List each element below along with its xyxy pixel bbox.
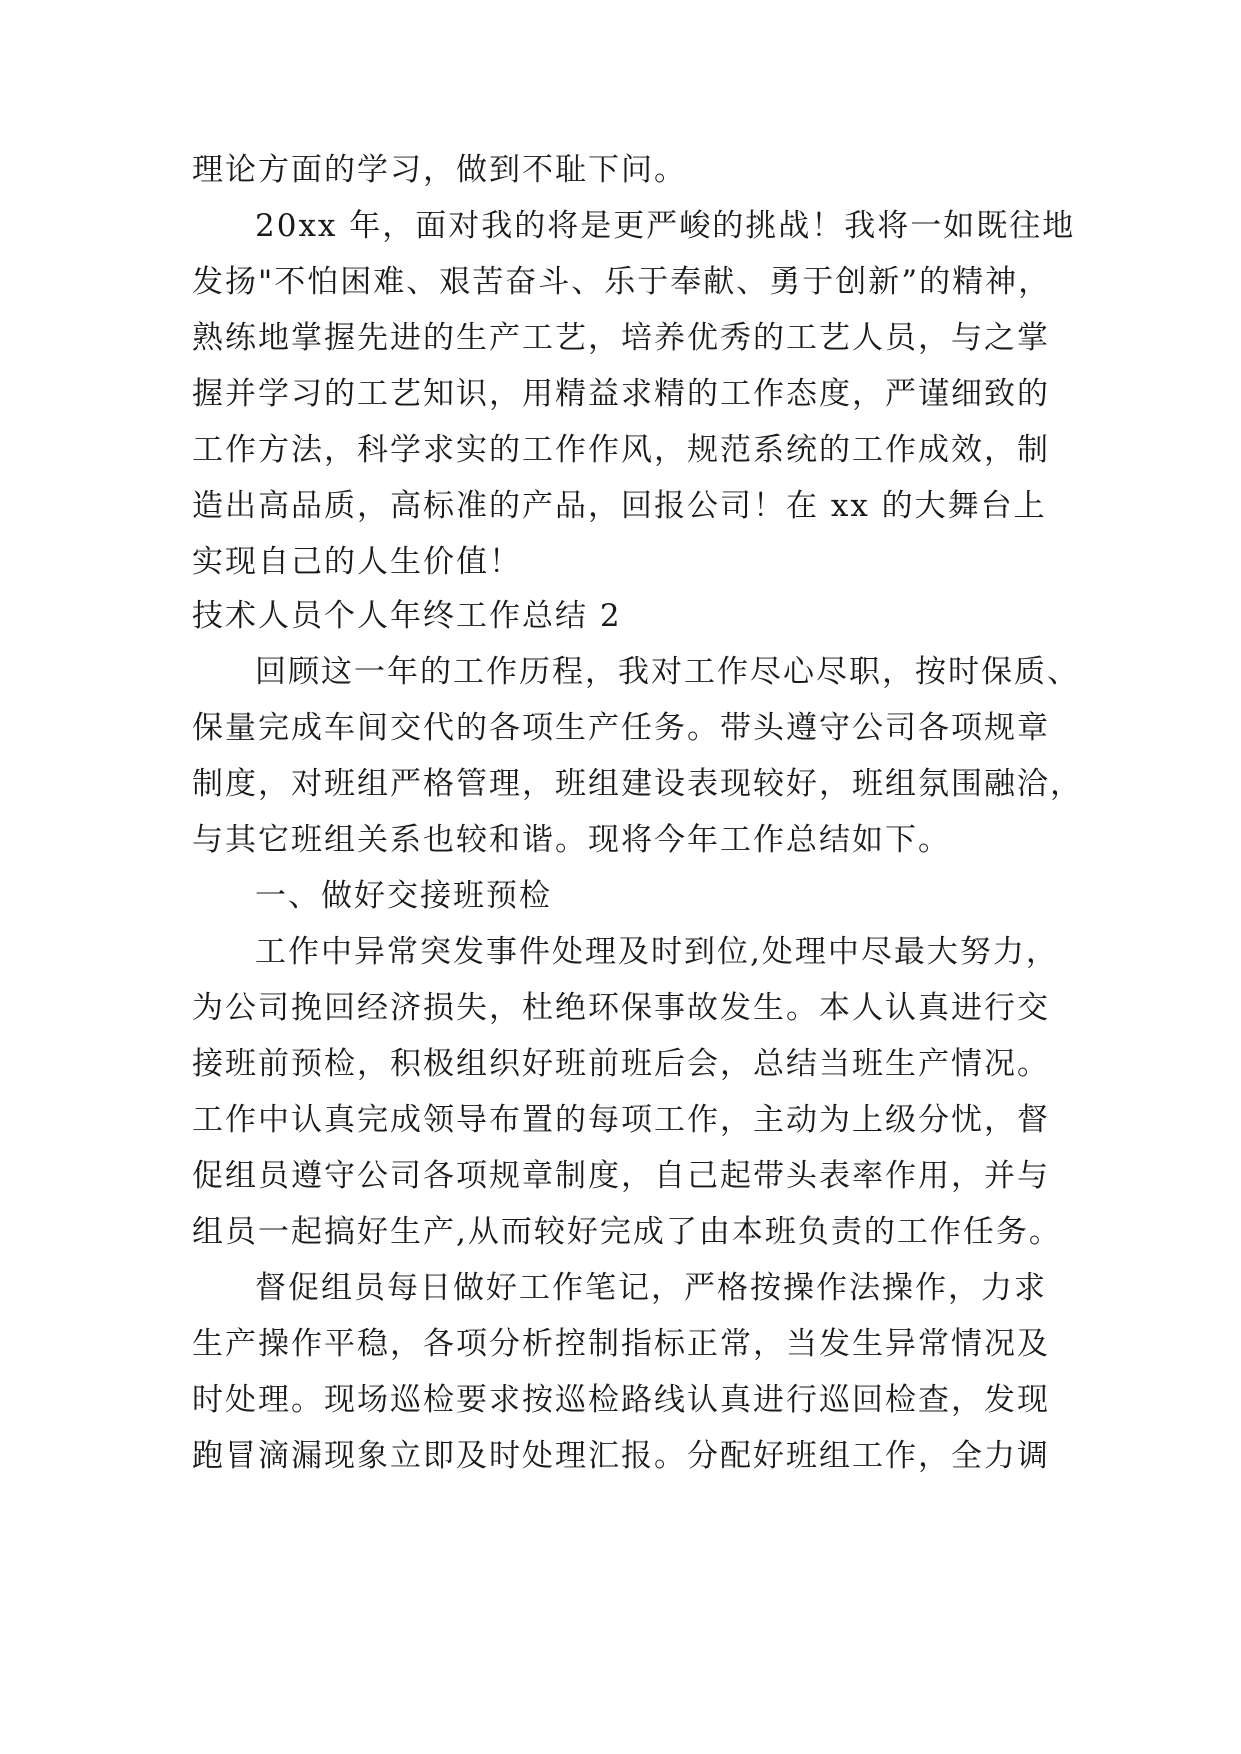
paragraph-first-line: 回顾这一年的工作历程，我对工作尽心尽职，按时保质、 [255, 654, 1080, 690]
paragraph-line: 造出高品质，高标准的产品，回报公司！在 xx 的大舞台上 [192, 488, 1047, 524]
paragraph-line: 制度，对班组严格管理，班组建设表现较好，班组氛围融洽， [192, 766, 1083, 802]
paragraph-line: 时处理。现场巡检要求按巡检路线认真进行巡回检查，发现 [192, 1382, 1050, 1418]
paragraph-line: 与其它班组关系也较和谐。现将今年工作总结如下。 [192, 822, 951, 858]
paragraph-line: 熟练地掌握先进的生产工艺，培养优秀的工艺人员，与之掌 [192, 320, 1050, 356]
section-title: 技术人员个人年终工作总结 2 [192, 598, 622, 634]
paragraph-line: 工作中认真完成领导布置的每项工作，主动为上级分忧，督 [192, 1102, 1050, 1138]
paragraph-line: 为公司挽回经济损失，杜绝环保事故发生。本人认真进行交 [192, 990, 1050, 1026]
paragraph-line: 理论方面的学习，做到不耻下问。 [192, 152, 687, 188]
paragraph-line: 工作方法，科学求实的工作作风，规范系统的工作成效，制 [192, 432, 1050, 468]
paragraph-first-line: 工作中异常突发事件处理及时到位,处理中尽最大努力， [255, 934, 1059, 970]
paragraph-line: 组员一起搞好生产,从而较好完成了由本班负责的工作任务。 [192, 1214, 1062, 1250]
subheading: 一、做好交接班预检 [255, 878, 552, 914]
paragraph-line: 促组员遵守公司各项规章制度，自己起带头表率作用，并与 [192, 1158, 1050, 1194]
paragraph-line: 保量完成车间交代的各项生产任务。带头遵守公司各项规章 [192, 710, 1050, 746]
paragraph-first-line: 督促组员每日做好工作笔记，严格按操作法操作，力求 [255, 1270, 1047, 1306]
paragraph-line: 实现自己的人生价值！ [192, 544, 522, 580]
paragraph-line: 跑冒滴漏现象立即及时处理汇报。分配好班组工作，全力调 [192, 1438, 1050, 1474]
paragraph-line: 生产操作平稳，各项分析控制指标正常，当发生异常情况及 [192, 1326, 1050, 1362]
paragraph-line: 握并学习的工艺知识，用精益求精的工作态度，严谨细致的 [192, 376, 1050, 412]
paragraph-line: 接班前预检，积极组织好班前班后会，总结当班生产情况。 [192, 1046, 1050, 1082]
paragraph-line: 发扬"不怕困难、艰苦奋斗、乐于奉献、勇于创新”的精神， [192, 264, 1052, 300]
paragraph-first-line: 20xx 年，面对我的将是更严峻的挑战！我将一如既往地 [255, 208, 1076, 244]
